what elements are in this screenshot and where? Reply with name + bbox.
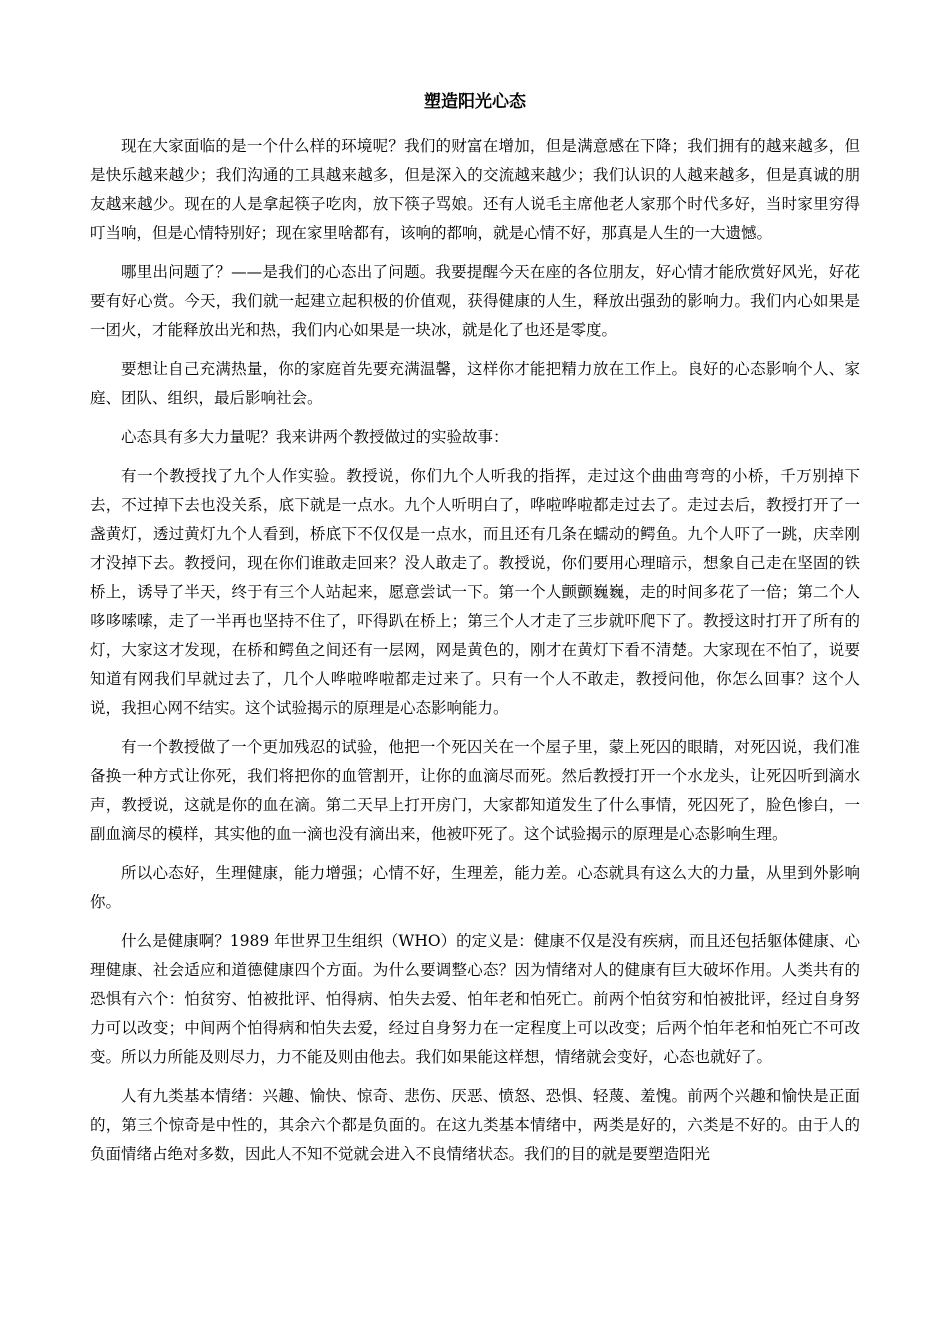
paragraph-6: 有一个教授做了一个更加残忍的试验，他把一个死囚关在一个屋子里，蒙上死囚的眼睛，对死囚说，我们准备换一种方式让你死，我们将把你的血管割开，让你的血滴尽而死。然后教授打开一个水龙头，让死囚听到滴水声，教授说，这就是你的血在滴。第二天早上打开房门，大家都知道发生了什么事情，死囚死了，脸色惨白，一副血滴尽的模样，其实他的血一滴也没有滴出来，他被吓死了。这个试验揭示的原理是心态影响生理。: [90, 738, 860, 843]
document-page: [90, 80, 860, 1179]
paragraph-2: 哪里出问题了？——是我们的心态出了问题。我要提醒今天在座的各位朋友，好心情才能欣赏好风光，好花要有好心赏。今天，我们就一起建立起积极的价值观，获得健康的人生，释放出强劲的影响力。我们内心如果是一团火，才能释放出光和热，我们内心如果是一块冰，就是化了也还是零度。: [90, 263, 860, 339]
paragraph-3: 要想让自己充满热量，你的家庭首先要充满温馨，这样你才能把精力放在工作上。良好的心态影响个人、家庭、团队、组织，最后影响社会。: [90, 360, 860, 407]
paragraph-4: 心态具有多大力量呢？我来讲两个教授做过的实验故事：: [121, 428, 509, 446]
paragraph-9: 人有九类基本情绪：兴趣、愉快、惊奇、悲伤、厌恶、愤怒、恐惧、轻蔑、羞愧。前两个兴趣和愉快是正面的，第三个惊奇是中性的，其余六个都是负面的。在这九类基本情绪中，两类是好的，六类是不好的。由于人的负面情绪占绝对多数，因此人不知不觉就会进入不良情绪状态。我们的目的就是要塑造阳光: [90, 1087, 860, 1163]
paragraph-5: 有一个教授找了九个人作实验。教授说，你们九个人听我的指挥，走过这个曲曲弯弯的小桥，千万别掉下去，不过掉下去也没关系，底下就是一点水。九个人听明白了，哗啦哗啦都走过去了。走过去后，教授打开了一盏黄灯，透过黄灯九个人看到，桥底下不仅仅是一点水，而且还有几条在蠕动的鳄鱼。九个人吓了一跳，庆幸刚才没掉下去。教授问，现在你们谁敢走回来？没人敢走了。教授说，你们要用心理暗示，想象自己走在坚固的铁桥上，诱导了半天，终于有三个人站起来，愿意尝试一下。第一个人颤颤巍巍，走的时间多花了一倍；第二个人哆哆嗦嗦，走了一半再也坚持不住了，吓得趴在桥上；第三个人才走了三步就吓爬下了。教授这时打开了所有的灯，大家这才发现，在桥和鳄鱼之间还有一层网，网是黄色的，刚才在黄灯下看不清楚。大家现在不怕了，说要知道有网我们早就过去了，几个人哗啦哗啦都走过来了。只有一个人不敢走，教授问他，你怎么回事？这个人说，我担心网不结实。这个试验揭示的原理是心态影响能力。: [90, 467, 860, 717]
paragraph-1: 现在大家面临的是一个什么样的环境呢？我们的财富在增加，但是满意感在下降；我们拥有的越来越多，但是快乐越来越少；我们沟通的工具越来越多，但是深入的交流越来越少；我们认识的人越来越多，但是真诚的朋友越来越少。现在的人是拿起筷子吃肉，放下筷子骂娘。还有人说毛主席他老人家那个时代多好，当时家里穷得叮当响，但是心情特别好；现在家里啥都有，该响的都响，就是心情不好，那真是人生的一大遗憾。: [90, 137, 860, 242]
document-title: 塑造阳光心态: [424, 92, 526, 112]
paragraph-8: 什么是健康啊？1989 年世界卫生组织（WHO）的定义是：健康不仅是没有疾病，而且还包括躯体健康、心理健康、社会适应和道德健康四个方面。为什么要调整心态？因为情绪对人的健康有巨大破坏作用。人类共有的恐惧有六个：怕贫穷、怕被批评、怕得病、怕失去爱、怕年老和怕死亡。前两个怕贫穷和怕被批评，经过自身努力可以改变；中间两个怕得病和怕失去爱，经过自身努力在一定程度上可以改变；后两个怕年老和怕死亡不可改变。所以力所能及则尽力，力不能及则由他去。我们如果能这样想，情绪就会变好，心态也就好了。: [90, 932, 860, 1066]
paragraph-7: 所以心态好，生理健康，能力增强；心情不好，生理差，能力差。心态就具有这么大的力量，从里到外影响你。: [90, 864, 860, 911]
